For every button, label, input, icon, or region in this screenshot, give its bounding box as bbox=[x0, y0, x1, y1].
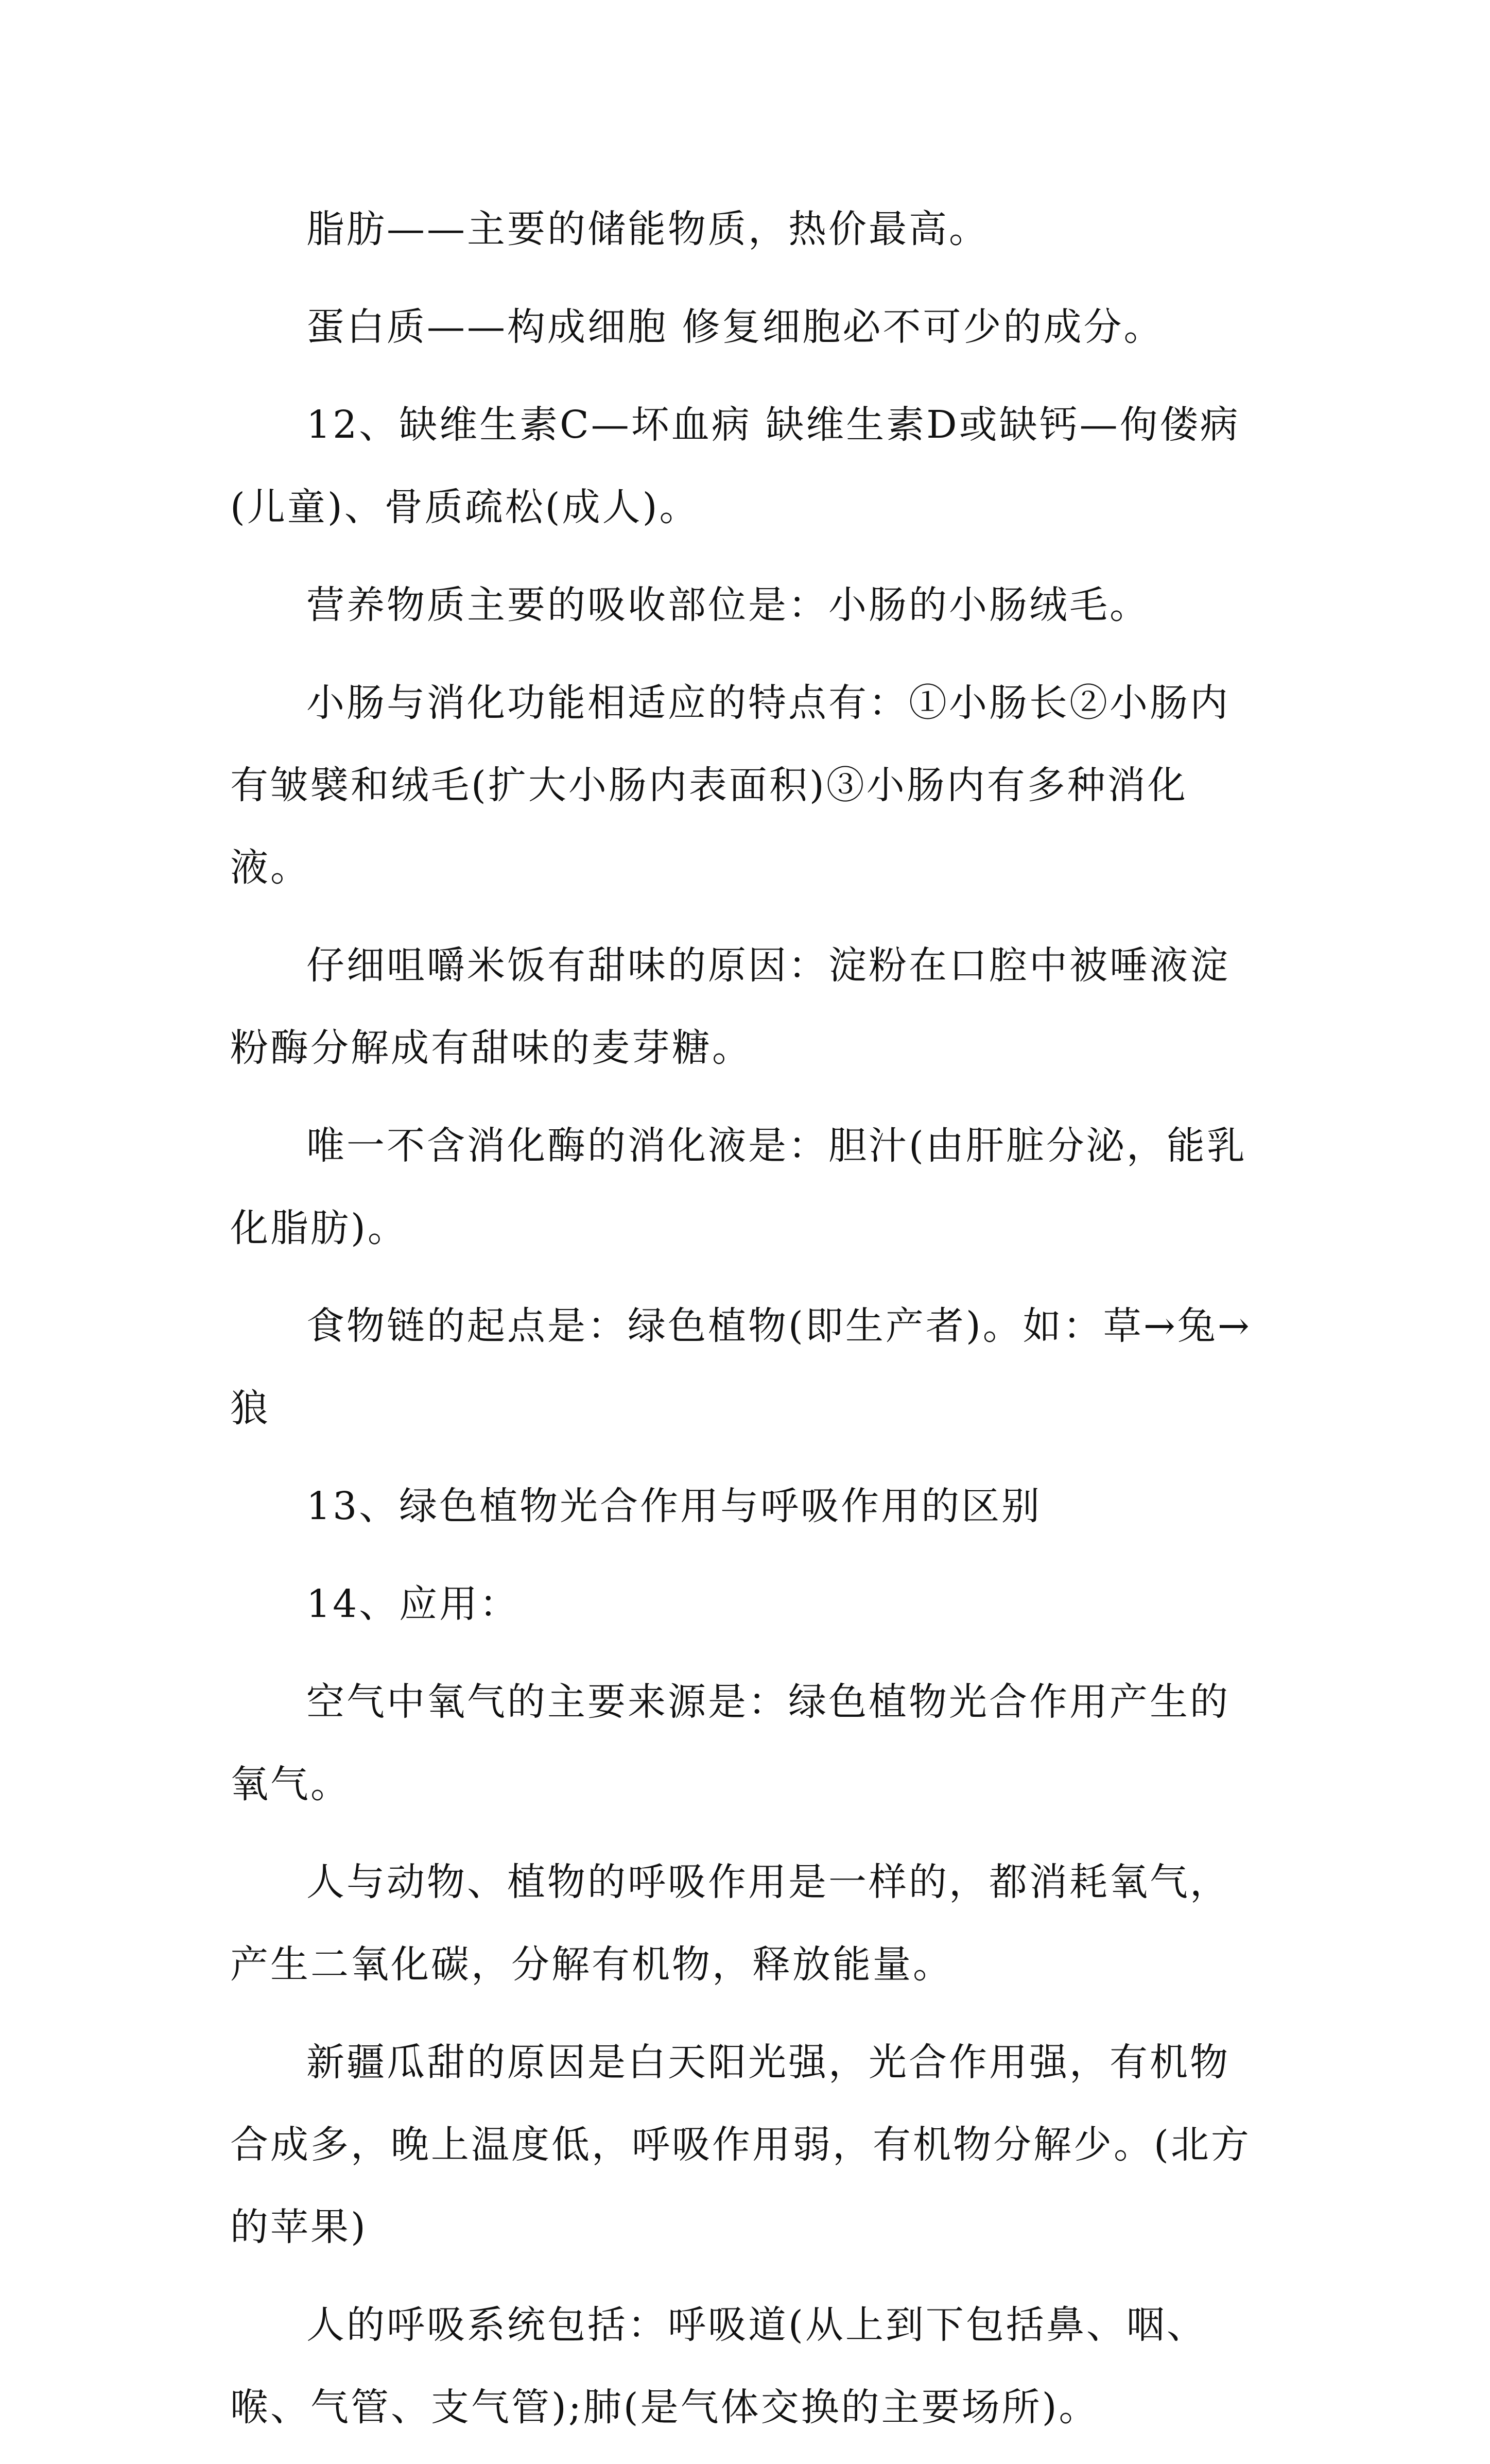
paragraph-section-14-heading: 14、应用： bbox=[306, 1582, 520, 1626]
paragraph-xinjiang-melon: 新疆瓜甜的原因是白天阳光强，光合作用强，有机物合成多，晚上温度低，呼吸作用弱，有机物分解少。(北方的苹果) bbox=[230, 2040, 1251, 2249]
paragraph-protein: 蛋白质——构成细胞 修复细胞必不可少的成分。 bbox=[306, 305, 1164, 349]
paragraph-bile: 唯一不含消化酶的消化液是：胆汁(由肝脏分泌，能乳化脂肪)。 bbox=[230, 1124, 1247, 1250]
paragraph-oxygen-source: 空气中氧气的主要来源是：绿色植物光合作用产生的氧气。 bbox=[230, 1680, 1230, 1806]
paragraph-absorption-site: 营养物质主要的吸收部位是：小肠的小肠绒毛。 bbox=[306, 583, 1150, 627]
paragraph-respiratory-system: 人的呼吸系统包括：呼吸道(从上到下包括鼻、咽、喉、气管、支气管);肺(是气体交换的主要场所)。 bbox=[230, 2303, 1207, 2429]
paragraph-vitamin-deficiency: 12、缺维生素C—坏血病 缺维生素D或缺钙—佝偻病(儿童)、骨质疏松(成人)。 bbox=[230, 403, 1240, 529]
paragraph-section-13-heading: 13、绿色植物光合作用与呼吸作用的区别 bbox=[306, 1484, 1042, 1528]
paragraph-rice-sweetness: 仔细咀嚼米饭有甜味的原因：淀粉在口腔中被唾液淀粉酶分解成有甜味的麦芽糖。 bbox=[230, 943, 1230, 1070]
paragraph-fat: 脂肪——主要的储能物质，热价最高。 bbox=[306, 207, 989, 251]
paragraph-respiration: 人与动物、植物的呼吸作用是一样的，都消耗氧气，产生二氧化碳，分解有机物，释放能量。 bbox=[230, 1860, 1230, 1987]
paragraph-food-chain: 食物链的起点是：绿色植物(即生产者)。如：草→兔→狼 bbox=[230, 1304, 1252, 1431]
paragraph-small-intestine-features: 小肠与消化功能相适应的特点有：①小肠长②小肠内有皱襞和绒毛(扩大小肠内表面积)③小肠内有多种消化液。 bbox=[230, 681, 1230, 890]
document-body bbox=[230, 188, 1262, 2464]
